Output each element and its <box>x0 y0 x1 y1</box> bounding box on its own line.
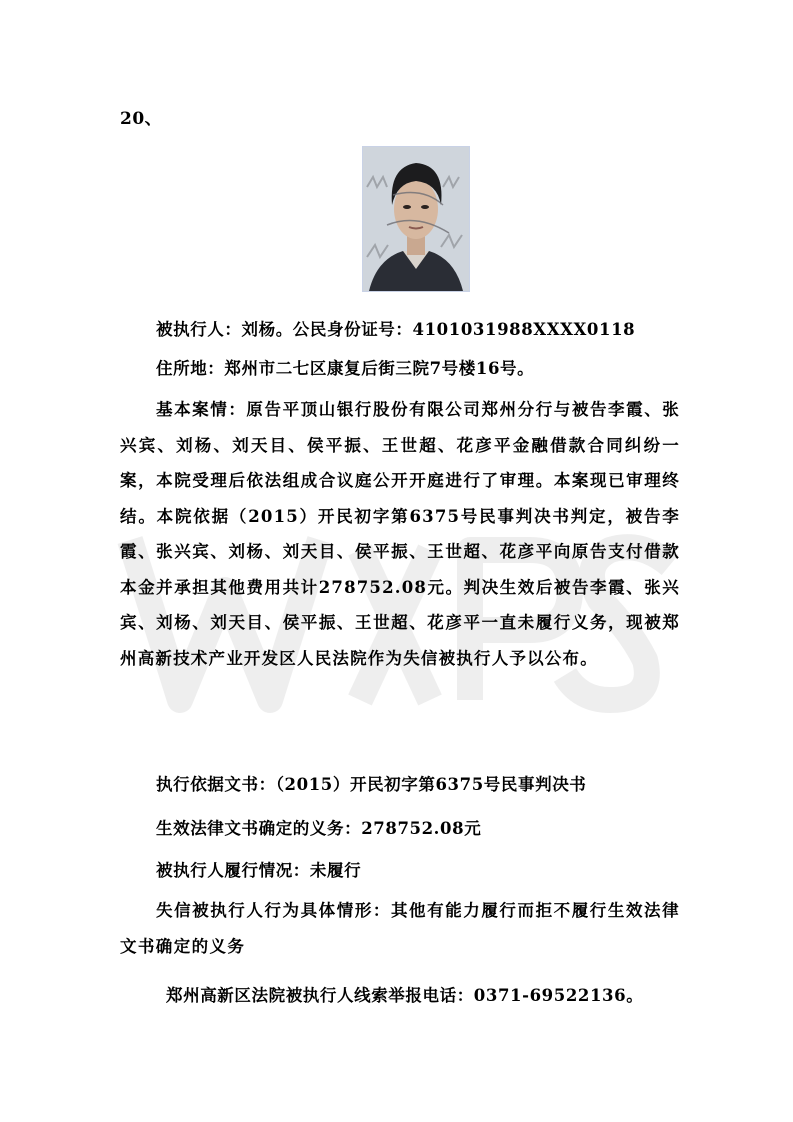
person-photo <box>362 146 470 292</box>
person-line: 被执行人：刘杨。公民身份证号：4101031988XXXX0118 <box>156 320 636 339</box>
case-summary: 基本案情：原告平顶山银行股份有限公司郑州分行与被告李霞、张兴宾、刘杨、刘天目、侯平振、王世超、花彦平金融借款合同纠纷一案，本院受理后依法组成合议庭公开开庭进行了审理。本案现已审理终结。本院依据（2015）开民初字第6375号民事判决书判定，被告李霞、张兴宾、刘杨、刘天目、侯平振、王世超、花彦平向原告支付借款本金并承担其他费用共计278752.08元。判决生效后被告李霞、张兴宾、刘杨、刘天目、侯平振、王世超、花彦平一直未履行义务，现被郑州高新技术产业开发区人民法院作为失信被执行人予以公布。 <box>120 400 680 668</box>
address-line: 住所地：郑州市二七区康复后街三院7号楼16号。 <box>156 359 535 378</box>
person-photo-image <box>363 147 469 291</box>
item-number: 20、 <box>120 109 163 129</box>
dishonest-behavior: 失信被执行人行为具体情形：其他有能力履行而拒不履行生效法律文书确定的义务 <box>120 901 680 956</box>
performance-line: 被执行人履行情况：未履行 <box>156 861 362 880</box>
hotline-line: 郑州高新区法院被执行人线索举报电话：0371-69522136。 <box>166 986 644 1005</box>
obligation-line: 生效法律文书确定的义务：278752.08元 <box>156 819 482 838</box>
basis-line: 执行依据文书：（2015）开民初字第6375号民事判决书 <box>156 775 587 794</box>
